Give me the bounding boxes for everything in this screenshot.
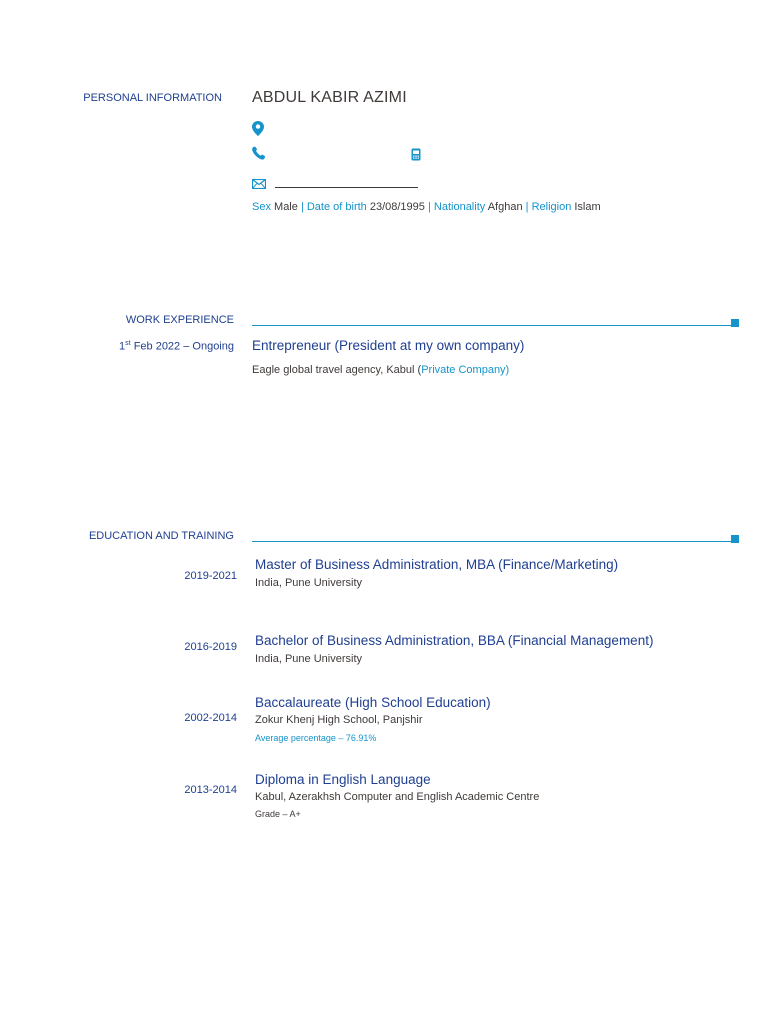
education-title: Baccalaureate (High School Education): [255, 695, 491, 710]
separator: |: [525, 201, 529, 213]
nationality-label: Nationality: [433, 201, 486, 213]
education-heading: EDUCATION AND TRAINING: [88, 530, 234, 542]
education-org: India, Pune University: [255, 577, 362, 589]
education-note: Average percentage – 76.91%: [255, 733, 377, 743]
education-years: 2016-2019: [184, 641, 237, 653]
separator: |: [427, 201, 431, 213]
work-experience-heading: WORK EXPERIENCE: [125, 314, 234, 326]
location-icon: [252, 121, 264, 136]
employer-type: Private Company): [421, 364, 510, 376]
education-title: Bachelor of Business Administration, BBA (Financial Management): [255, 633, 654, 648]
education-org: Zokur Khenj High School, Panjshir: [255, 714, 423, 726]
nationality-value: Afghan: [487, 201, 523, 213]
sex-label: Sex: [252, 201, 271, 213]
work-section-marker: [731, 319, 739, 327]
email-icon: [252, 179, 266, 189]
work-employer: Eagle global travel agency, Kabul (Private Company): [252, 364, 510, 376]
work-section-rule: [252, 325, 732, 326]
education-section-rule: [252, 541, 732, 542]
work-date: 1st Feb 2022 – Ongoing: [119, 340, 234, 353]
person-name: ABDUL KABIR AZIMI: [252, 89, 407, 106]
work-title: Entrepreneur (President at my own company): [252, 338, 525, 353]
education-note: Grade – A+: [255, 809, 301, 819]
separator: |: [300, 201, 304, 213]
education-org: India, Pune University: [255, 653, 362, 665]
sex-value: Male: [274, 201, 298, 213]
education-years: 2019-2021: [184, 570, 237, 582]
education-title: Diploma in English Language: [255, 772, 431, 787]
email-link-underline[interactable]: [275, 187, 418, 188]
religion-value: Islam: [574, 201, 601, 213]
education-title: Master of Business Administration, MBA (Finance/Marketing): [255, 557, 619, 572]
religion-label: Religion: [531, 201, 572, 213]
personal-details-line: [252, 201, 601, 213]
dob-label: Date of birth: [306, 201, 367, 213]
education-years: 2002-2014: [184, 712, 237, 724]
mobile-icon: [411, 148, 421, 161]
phone-icon: [252, 146, 266, 160]
education-years: 2013-2014: [184, 784, 237, 796]
education-section-marker: [731, 535, 739, 543]
personal-information-heading: PERSONAL INFORMATION: [83, 92, 222, 104]
dob-value: 23/08/1995: [369, 201, 425, 213]
education-org: Kabul, Azerakhsh Computer and English Academic Centre: [255, 791, 540, 803]
